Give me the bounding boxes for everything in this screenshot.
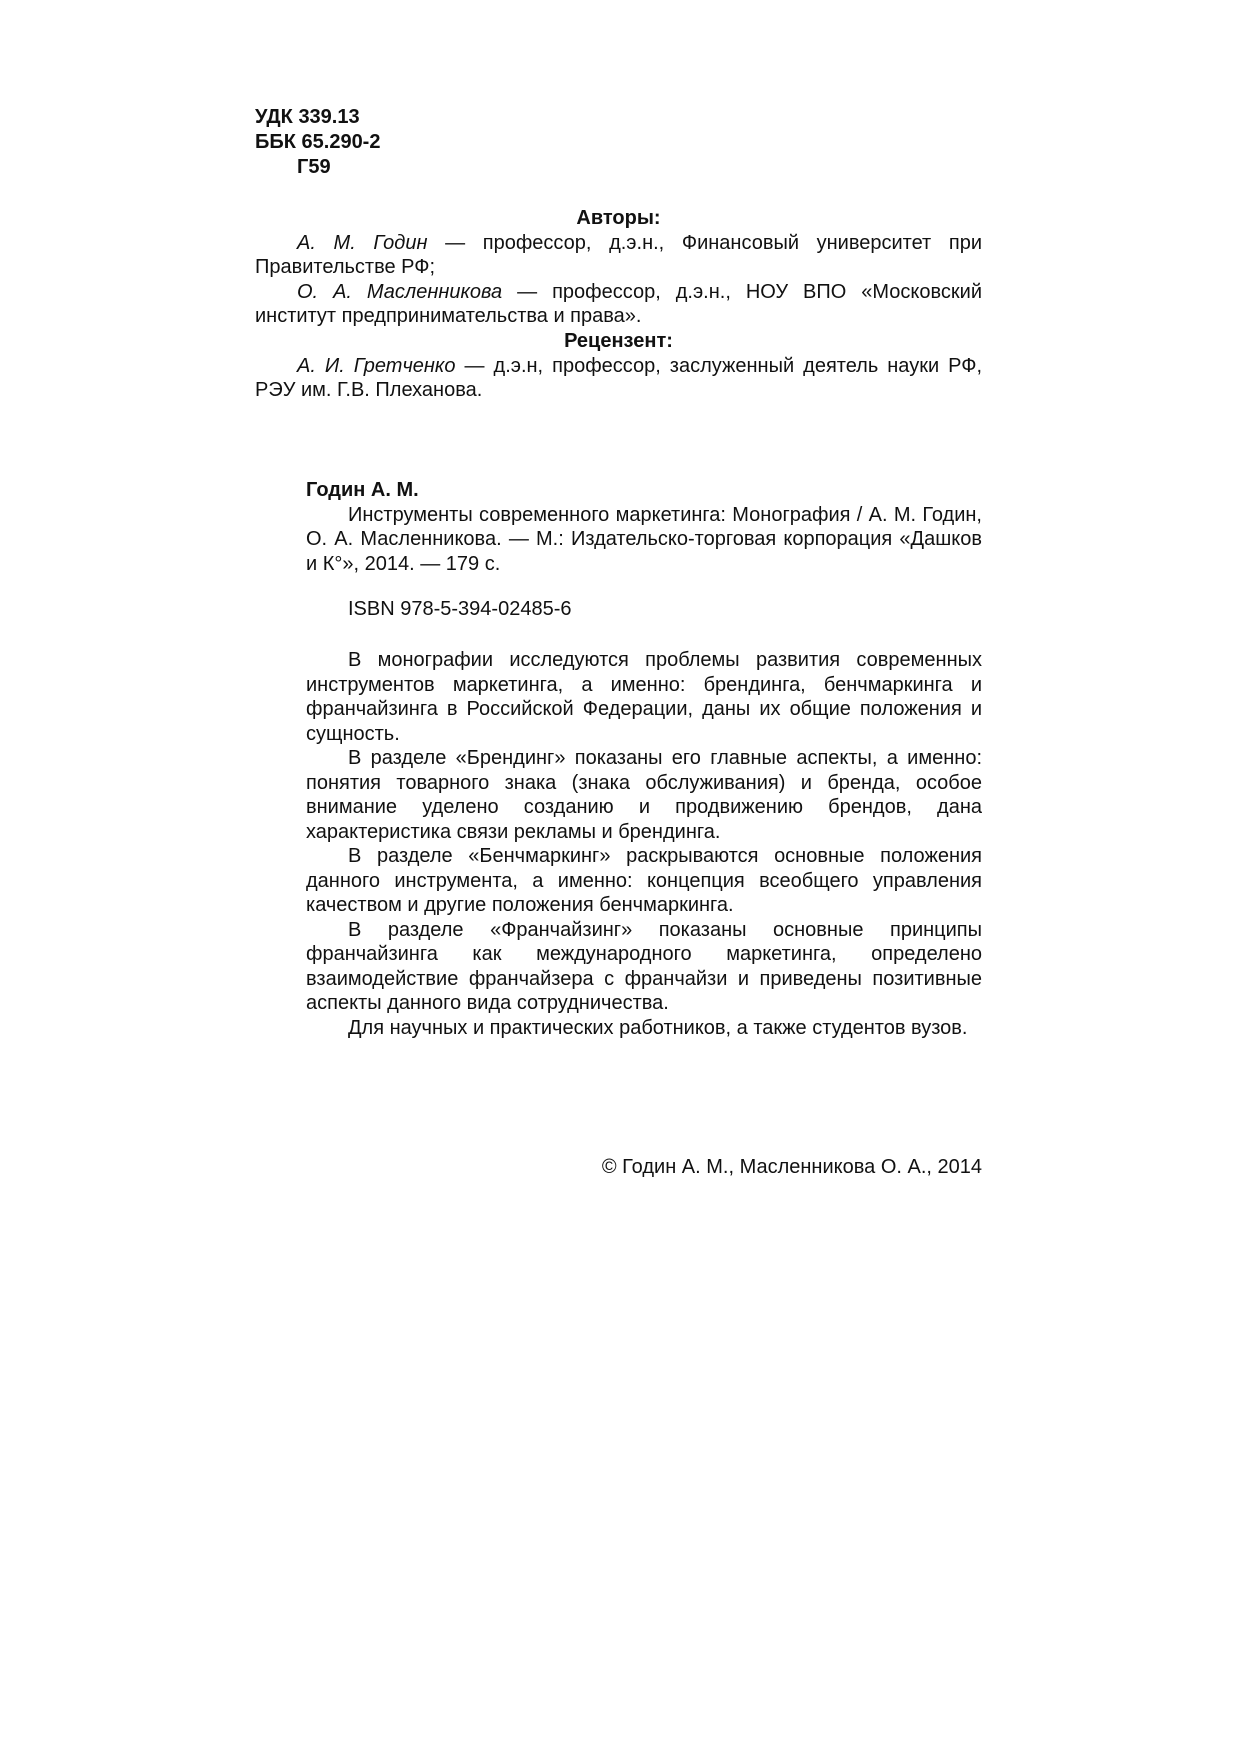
abstract-paragraph: В разделе «Брендинг» показаны его главные аспекты, а именно: понятия товарного знака (знака обслуживания) и бренда, особое внимание уделено созданию и продвижению брендов, дана характеристика связи рекламы и брендинга. bbox=[306, 747, 982, 843]
authors-section bbox=[255, 206, 982, 403]
author-description: — профессор, д.э.н., НОУ ВПО «Московский институт предпринимательства и права». bbox=[255, 280, 983, 328]
classification-codes bbox=[255, 105, 380, 180]
author-entry bbox=[255, 280, 982, 329]
copyright-notice: © Годин А. М., Масленникова О. А., 2014 bbox=[601, 1156, 982, 1178]
biblio-author: Годин А. М. bbox=[306, 479, 419, 501]
reviewer-entry bbox=[255, 354, 982, 403]
abstract-paragraph: Для научных и практических работников, а также студентов вузов. bbox=[348, 1016, 968, 1039]
author-entry bbox=[255, 231, 982, 280]
author-description: — профессор, д.э.н., Финансовый университет при Правительстве РФ; bbox=[255, 231, 982, 279]
abstract-paragraph: В разделе «Франчайзинг» показаны основные принципы франчайзинга как международного маркетинга, определено взаимодействие франчайзера с франчайзи и приведены позитивные аспекты данного вида сотрудничества. bbox=[306, 918, 982, 1014]
bbk-code: ББК 65.290-2 bbox=[255, 131, 381, 153]
author-mark: Г59 bbox=[297, 156, 331, 178]
abstract bbox=[306, 648, 982, 1040]
isbn: ISBN 978-5-394-02485-6 bbox=[348, 598, 572, 620]
abstract-paragraph: В разделе «Бенчмаркинг» раскрываются основные положения данного инструмента, а именно: концепция всеобщего управления качеством и другие положения бенчмаркинга. bbox=[306, 845, 982, 916]
author-name: О. А. Масленникова bbox=[297, 280, 503, 303]
reviewer-description: — д.э.н, профессор, заслуженный деятель науки РФ, РЭУ им. Г.В. Плеханова. bbox=[255, 354, 983, 402]
biblio-description: Инструменты современного маркетинга: Монография / А. М. Годин, О. А. Масленникова. — М.: Издательско-торговая корпорация «Дашков и К°», 2014. — 179 с. bbox=[306, 503, 982, 575]
abstract-paragraph: В монографии исследуются проблемы развития современных инструментов маркетинга, а именно: брендинга, бенчмаркинга и франчайзинга в Российской Федерации, даны их общие положения и сущность. bbox=[306, 649, 982, 745]
authors-heading: Авторы: bbox=[576, 207, 661, 229]
reviewer-name: А. И. Гретченко bbox=[297, 354, 456, 377]
udk-code: УДК 339.13 bbox=[255, 106, 360, 128]
reviewer-heading: Рецензент: bbox=[564, 329, 673, 352]
bibliographic-record bbox=[306, 478, 982, 576]
author-name: А. М. Годин bbox=[297, 231, 428, 254]
